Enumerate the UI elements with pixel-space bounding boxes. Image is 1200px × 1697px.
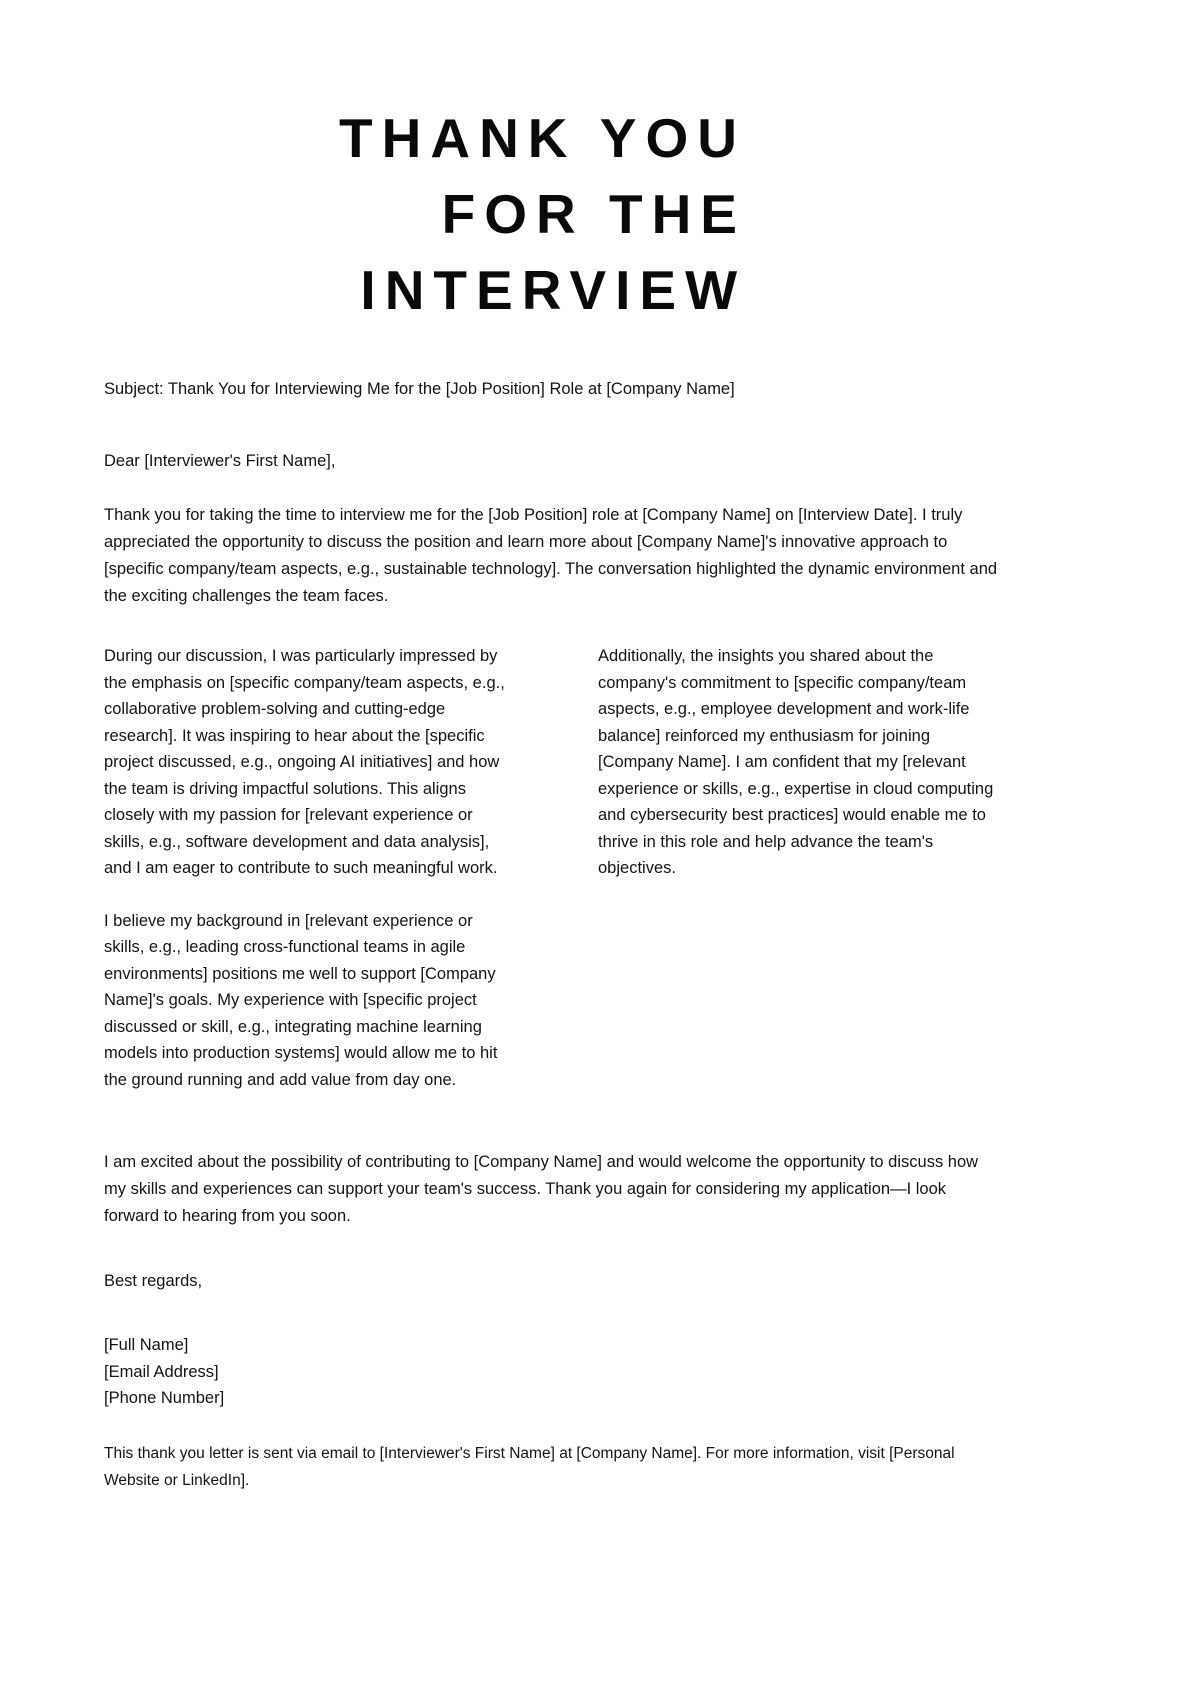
signoff-line: Best regards, <box>104 1272 203 1290</box>
intro-paragraph: Thank you for taking the time to interview me for the [Job Position] role at [Company Name] on [Interview Date]. I truly appreciated the opportunity to discuss the position and learn more about [Company Name]'s innovative approach to [specific company/team aspects, e.g., sustainable technology]. The conversation highlighted the dynamic environment and the exciting challenges the team faces. <box>104 506 998 605</box>
footer-note: This thank you letter is sent via email to [Interviewer's First Name] at [Company Name]. For more information, visit [Personal Website or LinkedIn]. <box>104 1444 955 1489</box>
signature-full-name: [Full Name] <box>104 1336 189 1354</box>
left-column-paragraph-2: I believe my background in [relevant experience or skills, e.g., leading cross-functional teams in agile environments] positions me well to support [Company Name]'s goals. My experience with [specific project discussed or skill, e.g., integrating machine learning models into production systems] would allow me to hit the ground running and add value from day one. <box>104 911 498 1089</box>
subject-line: Subject: Thank You for Interviewing Me for the [Job Position] Role at [Company Name] <box>104 380 735 398</box>
title-line-1: THANK YOU <box>339 107 746 169</box>
two-column-body <box>104 643 1004 1093</box>
page-title <box>104 0 1004 328</box>
signature-phone-number: [Phone Number] <box>104 1389 225 1407</box>
title-line-2: FOR THE <box>441 183 746 245</box>
letter-content <box>104 0 1004 1494</box>
right-column-paragraph-1: Additionally, the insights you shared about the company's commitment to [specific company/team aspects, e.g., employee development and work-life balance] reinforced my enthusiasm for joining [Company Name]. I am confident that my [relevant experience or skills, e.g., expertise in cloud computing and cybersecurity best practices] would enable me to thrive in this role and help advance the team's objectives. <box>598 647 994 877</box>
title-line-3: INTERVIEW <box>360 259 746 321</box>
right-column <box>598 643 1004 882</box>
signature-block <box>104 1332 1004 1412</box>
signature-email-address: [Email Address] <box>104 1362 219 1381</box>
left-column-paragraph-1: During our discussion, I was particularly impressed by the emphasis on [specific company/team aspects, e.g., collaborative problem-solving and cutting-edge research]. It was inspiring to hear about the [specific project discussed, e.g., ongoing AI initiatives] and how the team is driving impactful solutions. This aligns closely with my passion for [relevant experience or skills, e.g., software development and data analysis], and I am eager to contribute to such meaningful work. <box>104 647 505 877</box>
greeting-line: Dear [Interviewer's First Name], <box>104 452 336 470</box>
left-column <box>104 643 510 1093</box>
closing-paragraph: I am excited about the possibility of contributing to [Company Name] and would welcome the opportunity to discuss how my skills and experiences can support your team's success. Thank you again for considering my application—I look forward to hearing from you soon. <box>104 1153 979 1225</box>
